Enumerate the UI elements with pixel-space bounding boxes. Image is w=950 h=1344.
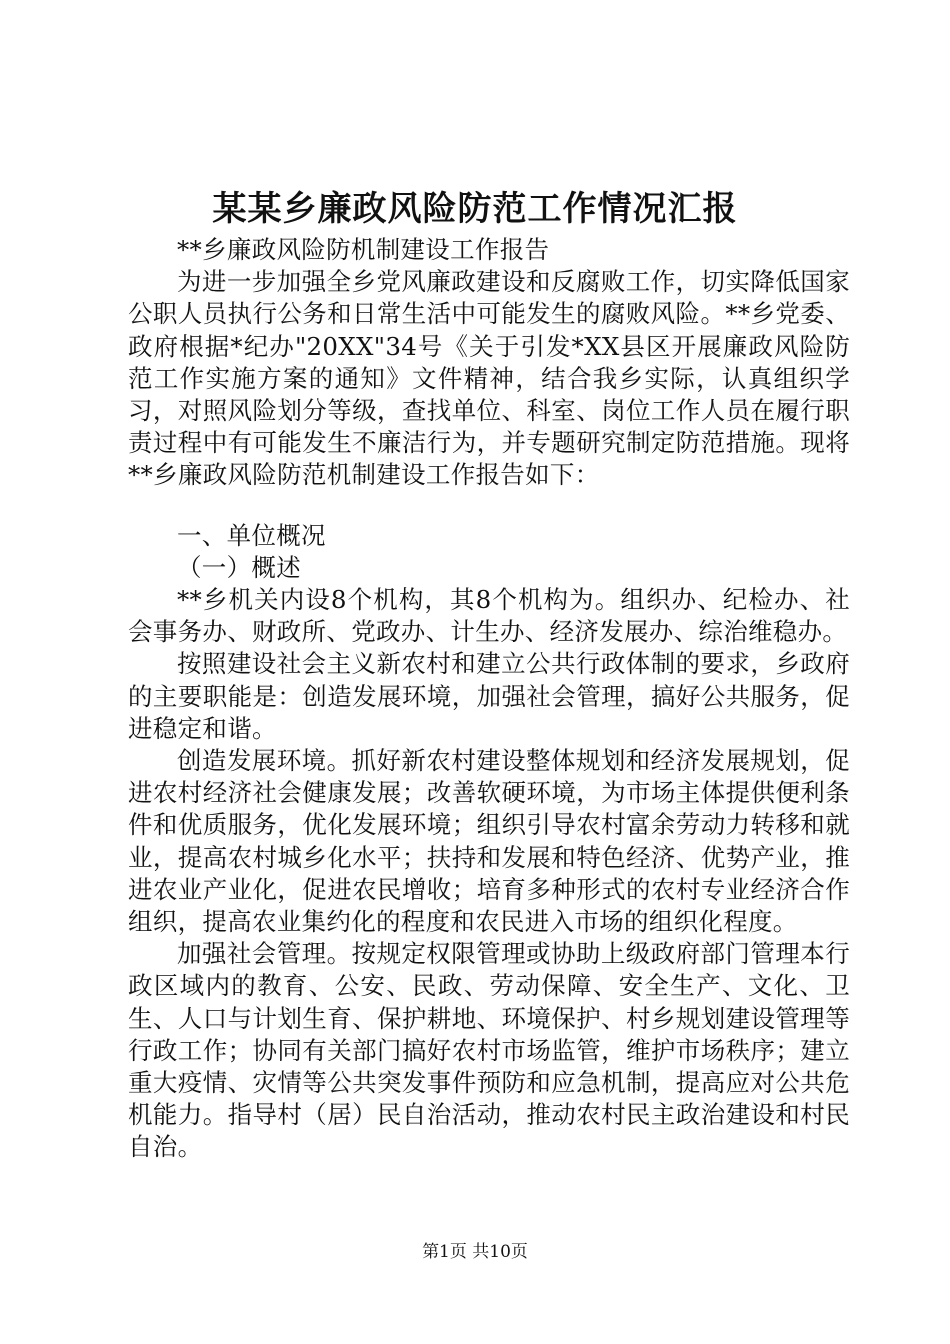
subsection-heading-overview: （一）概述: [177, 552, 301, 582]
document-body: [128, 234, 850, 1164]
section-heading-unit-overview: 一、单位概况: [177, 520, 326, 550]
paragraph-organizations: **乡机关内设8个机构，其8个机构为。组织办、纪检办、社会事务办、财政所、党政办、计生办、经济发展办、综治维稳办。: [128, 585, 850, 647]
paragraph-development-environment: 创造发展环境。抓好新农村建设整体规划和经济发展规划，促进农村经济社会健康发展；改善软硬环境，为市场主体提供便利条件和优质服务，优化发展环境；组织引导农村富余劳动力转移和就业，提高农村城乡化水平；扶持和发展和特色经济、优势产业，推进农业产业化，促进农民增收；培育多种形式的农村专业经济合作组织，提高农业集约化的程度和农民进入市场的组织化程度。: [128, 746, 850, 937]
document-title: 某某乡廉政风险防范工作情况汇报: [212, 189, 738, 229]
paragraph-intro: 为进一步加强全乡党风廉政建设和反腐败工作，切实降低国家公职人员执行公务和日常生活中可能发生的腐败风险。**乡党委、政府根据*纪办"20XX"34号《关于引发*XX县区开展廉政风险防范工作实施方案的通知》文件精神，结合我乡实际，认真组织学习，对照风险划分等级，查找单位、科室、岗位工作人员在履行职责过程中有可能发生不廉洁行为，并专题研究制定防范措施。现将**乡廉政风险防范机制建设工作报告如下：: [128, 267, 850, 490]
paragraph-social-management: 加强社会管理。按规定权限管理或协助上级政府部门管理本行政区域内的教育、公安、民政、劳动保障、安全生产、文化、卫生、人口与计划生育、保护耕地、环境保护、村乡规划建设管理等行政工作；协同有关部门搞好农村市场监管，维护市场秩序；建立重大疫情、灾情等公共突发事件预防和应急机制，提高应对公共危机能力。指导村（居）民自治活动，推动农村民主政治建设和村民自治。: [128, 939, 850, 1162]
paragraph-functions: 按照建设社会主义新农村和建立公共行政体制的要求，乡政府的主要职能是：创造发展环境，加强社会管理，搞好公共服务，促进稳定和谐。: [128, 649, 850, 743]
page-number: 第1页 共10页: [422, 1242, 528, 1262]
report-subtitle: **乡廉政风险防机制建设工作报告: [177, 235, 550, 264]
